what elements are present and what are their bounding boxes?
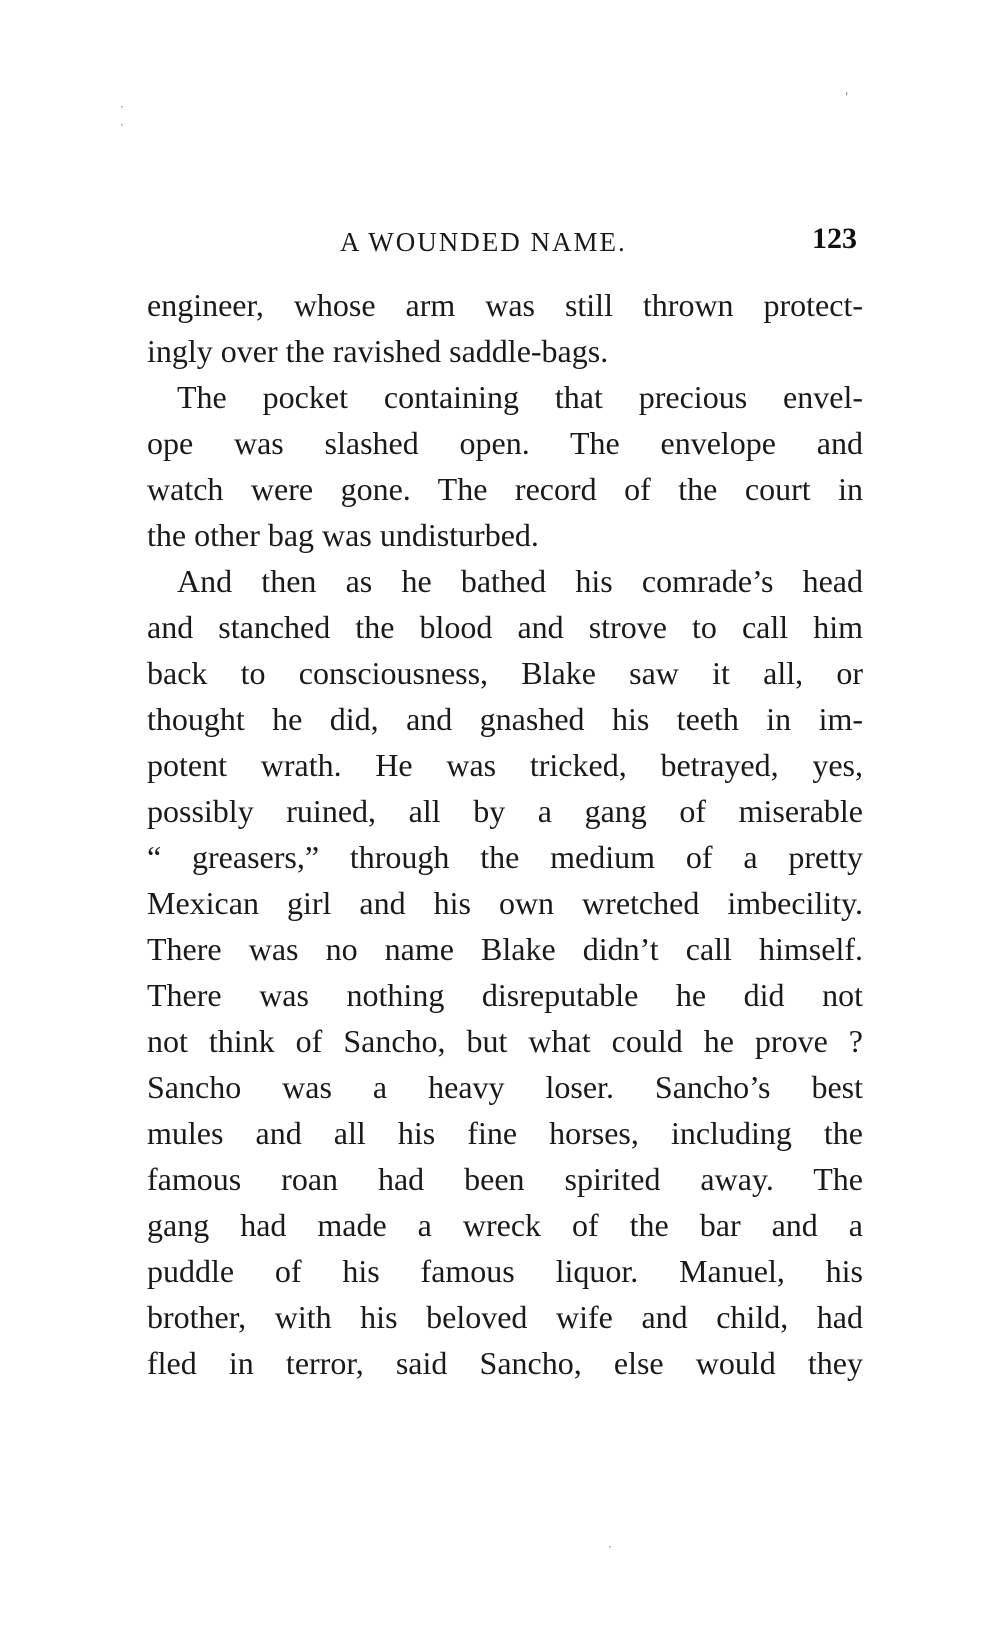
text-line: Mexican girl and his own wretched imbecility.: [147, 885, 863, 921]
scan-speck: ·: [120, 100, 124, 114]
body-text: [147, 282, 863, 1386]
text-line: engineer, whose arm was still thrown protect-: [147, 287, 863, 323]
text-line: the other bag was undisturbed.: [147, 517, 539, 553]
page-number: 123: [812, 222, 857, 255]
text-line: not think of Sancho, but what could he prove ?: [147, 1023, 863, 1059]
text-line: There was no name Blake didn’t call himself.: [147, 931, 863, 967]
text-line: mules and all his fine horses, including the: [147, 1115, 863, 1151]
text-line: and stanched the blood and strove to call him: [147, 609, 863, 645]
text-line: There was nothing disreputable he did not: [147, 977, 863, 1013]
scan-speck: ·: [608, 1540, 612, 1554]
text-line: thought he did, and gnashed his teeth in im-: [147, 701, 863, 737]
text-line: And then as he bathed his comrade’s head: [177, 563, 863, 599]
text-line: watch were gone. The record of the court in: [147, 471, 863, 507]
text-line: fled in terror, said Sancho, else would they: [147, 1345, 863, 1381]
text-line: “ greasers,” through the medium of a pretty: [147, 839, 863, 875]
text-line: The pocket containing that precious envel-: [177, 379, 863, 415]
scan-speck: ·: [120, 118, 124, 132]
text-line: back to consciousness, Blake saw it all, or: [147, 655, 863, 691]
text-line: potent wrath. He was tricked, betrayed, yes,: [147, 747, 863, 783]
text-line: ope was slashed open. The envelope and: [147, 425, 863, 461]
text-line: gang had made a wreck of the bar and a: [147, 1207, 863, 1243]
text-line: brother, with his beloved wife and child, had: [147, 1299, 863, 1335]
running-head-title: A WOUNDED NAME.: [340, 227, 627, 257]
text-line: puddle of his famous liquor. Manuel, his: [147, 1253, 863, 1289]
text-line: possibly ruined, all by a gang of miserable: [147, 793, 863, 829]
text-line: ingly over the ravished saddle-bags.: [147, 333, 609, 369]
text-line: famous roan had been spirited away. The: [147, 1161, 863, 1197]
scan-speck: ': [845, 90, 849, 104]
text-line: Sancho was a heavy loser. Sancho’s best: [147, 1069, 863, 1105]
